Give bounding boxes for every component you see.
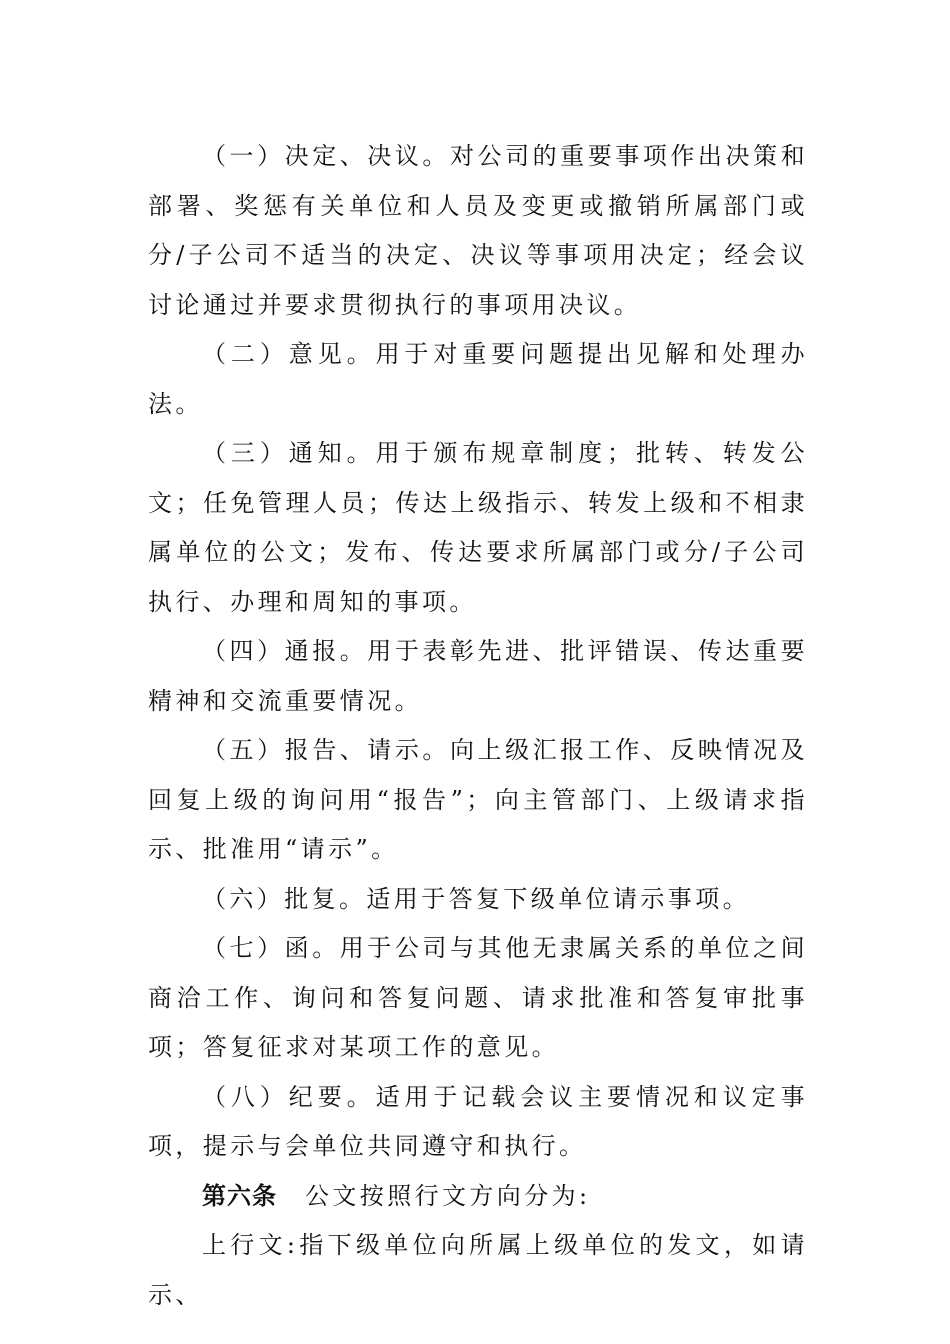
article-six-label: 第六条 bbox=[202, 1181, 277, 1210]
document-body bbox=[148, 132, 808, 1320]
paragraph-upward-document: 上行文:指下级单位向所属上级单位的发文，如请示、 bbox=[148, 1231, 808, 1309]
article-six bbox=[148, 1172, 808, 1222]
paragraph-opinion: （二）意见。用于对重要问题提出见解和处理办法。 bbox=[148, 340, 808, 418]
paragraph-bulletin: （四）通报。用于表彰先进、批评错误、传达重要精神和交流重要情况。 bbox=[148, 637, 808, 715]
paragraph-decision: （一）决定、决议。对公司的重要事项作出决策和部署、奖惩有关单位和人员及变更或撤销所属部门或分/子公司不适当的决定、决议等事项用决定；经会议讨论通过并要求贯彻执行的事项用决议。 bbox=[148, 142, 808, 319]
paragraph-reply: （六）批复。适用于答复下级单位请示事项。 bbox=[202, 884, 750, 913]
article-six-text: 公文按照行文方向分为: bbox=[305, 1181, 591, 1210]
paragraph-notice: （三）通知。用于颁布规章制度；批转、转发公文；任免管理人员；传达上级指示、转发上级和不相隶属单位的公文；发布、传达要求所属部门或分/子公司执行、办理和周知的事项。 bbox=[148, 439, 808, 616]
paragraph-minutes: （八）纪要。适用于记载会议主要情况和议定事项，提示与会单位共同遵守和执行。 bbox=[148, 1082, 808, 1160]
paragraph-report: （五）报告、请示。向上级汇报工作、反映情况及回复上级的询问用“报告”；向主管部门、上级请求指示、批准用“请示”。 bbox=[148, 736, 808, 863]
paragraph-letter: （七）函。用于公司与其他无隶属关系的单位之间商洽工作、询问和答复问题、请求批准和答复审批事项；答复征求对某项工作的意见。 bbox=[148, 934, 808, 1061]
